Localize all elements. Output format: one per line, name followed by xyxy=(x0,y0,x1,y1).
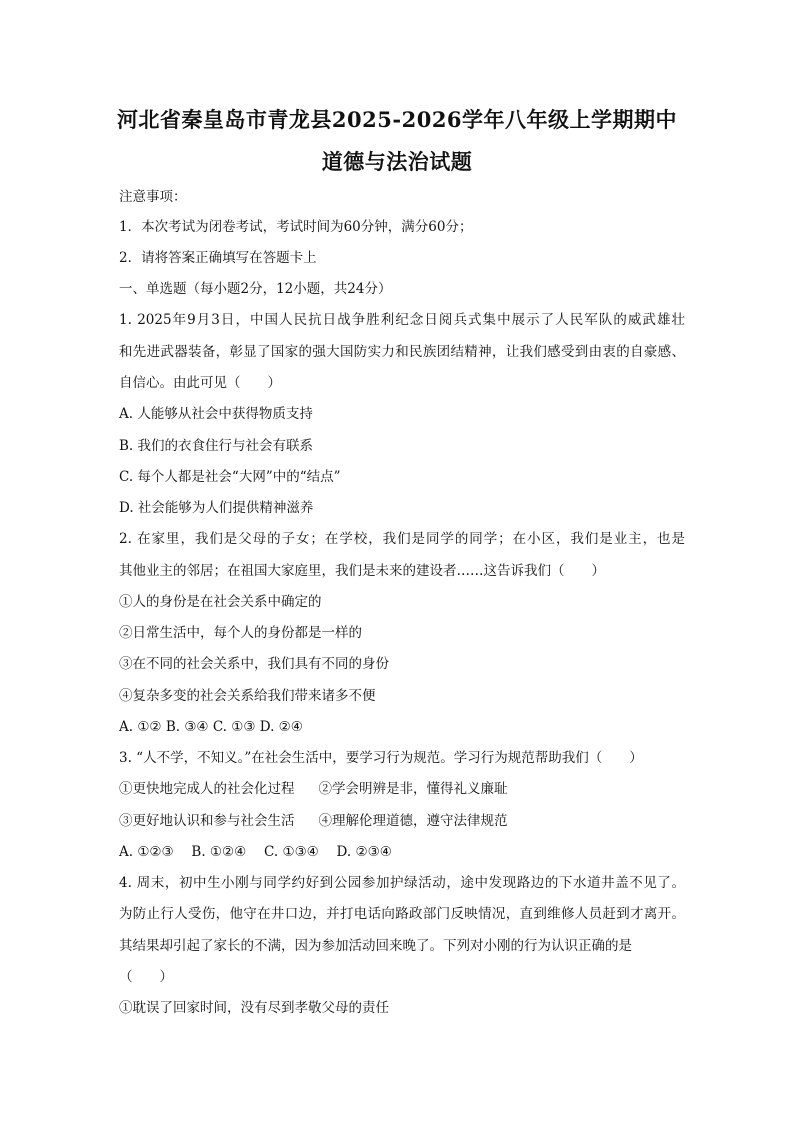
q2-statement-1: ①人的身份是在社会关系中确定的 xyxy=(119,594,322,610)
q2-line1: 2. 在家里，我们是父母的子女；在学校，我们是同学的同学；在小区，我们是业主，也是 xyxy=(119,531,685,547)
q2-line2: 其他业主的邻居；在祖国大家庭里，我们是未来的建设者……这告诉我们（ ） xyxy=(119,563,605,579)
q1-option-a: A. 人能够从社会中获得物质支持 xyxy=(119,406,313,422)
section1-heading: 一、单选题（每小题2分，12小题，共24分） xyxy=(119,281,392,297)
q3-statement-3: ③更好地认识和参与社会生活 xyxy=(119,813,295,829)
q3-statements-row2 xyxy=(119,811,508,831)
q1-option-d: D. 社会能够为人们提供精神滋养 xyxy=(119,500,314,516)
q1-option-c: C. 每个人都是社会“大网”中的“结点” xyxy=(119,469,341,485)
q1-line2: 和先进武器装备，彰显了国家的强大国防实力和民族团结精神，让我们感受到由衷的自豪感、 xyxy=(119,344,685,360)
notes-item-2: 2．请将答案正确填写在答题卡上 xyxy=(119,250,317,266)
q2-statement-4: ④复杂多变的社会关系给我们带来诸多不便 xyxy=(119,688,376,704)
q2-options: A. ①② B. ③④ C. ①③ D. ②④ xyxy=(119,719,303,735)
q3-options: A. ①②③ B. ①②④ C. ①③④ D. ②③④ xyxy=(119,844,392,860)
q2-statement-3: ③在不同的社会关系中，我们具有不同的身份 xyxy=(119,656,389,672)
q1-option-b: B. 我们的衣食住行与社会有联系 xyxy=(119,438,314,454)
q1-line3: 自信心。由此可见（ ） xyxy=(119,375,281,391)
q4-line3: 其结果却引起了家长的不满，因为参加活动回来晚了。下列对小刚的行为认识正确的是 xyxy=(119,938,632,954)
q4-line1: 4. 周末，初中生小刚与同学约好到公园参加护绿活动，途中发现路边的下水道井盖不见了。 xyxy=(119,875,685,891)
q4-line4: （ ） xyxy=(119,969,173,985)
q4-statement-1: ①耽误了回家时间，没有尽到孝敬父母的责任 xyxy=(119,1000,389,1016)
q2-statement-2: ②日常生活中，每个人的身份都是一样的 xyxy=(119,625,362,641)
exam-title-line2: 道德与法治试题 xyxy=(321,149,473,174)
exam-title-line1: 河北省秦皇岛市青龙县2025-2026学年八年级上学期期中 xyxy=(116,107,678,132)
notes-item-1: 1．本次考试为闭卷考试，考试时间为60分钟，满分60分； xyxy=(119,219,473,235)
q3-statement-4: ④理解伦理道德，遵守法律规范 xyxy=(318,813,508,829)
q3-statements-row1 xyxy=(119,779,508,799)
q3-statement-2: ②学会明辨是非，懂得礼义廉耻 xyxy=(318,781,508,797)
q4-line2: 为防止行人受伤，他守在井口边，并打电话向路政部门反映情况，直到维修人员赶到才离开。 xyxy=(119,906,685,922)
q3-line1: 3. “人不学，不知义。”在社会生活中，要学习行为规范。学习行为规范帮助我们（ ） xyxy=(119,750,643,766)
notes-heading: 注意事项： xyxy=(119,189,187,205)
q1-line1: 1. 2025年9月3日，中国人民抗日战争胜利纪念日阅兵式集中展示了人民军队的威武雄壮 xyxy=(119,312,685,328)
q3-statement-1: ①更快地完成人的社会化过程 xyxy=(119,781,295,797)
